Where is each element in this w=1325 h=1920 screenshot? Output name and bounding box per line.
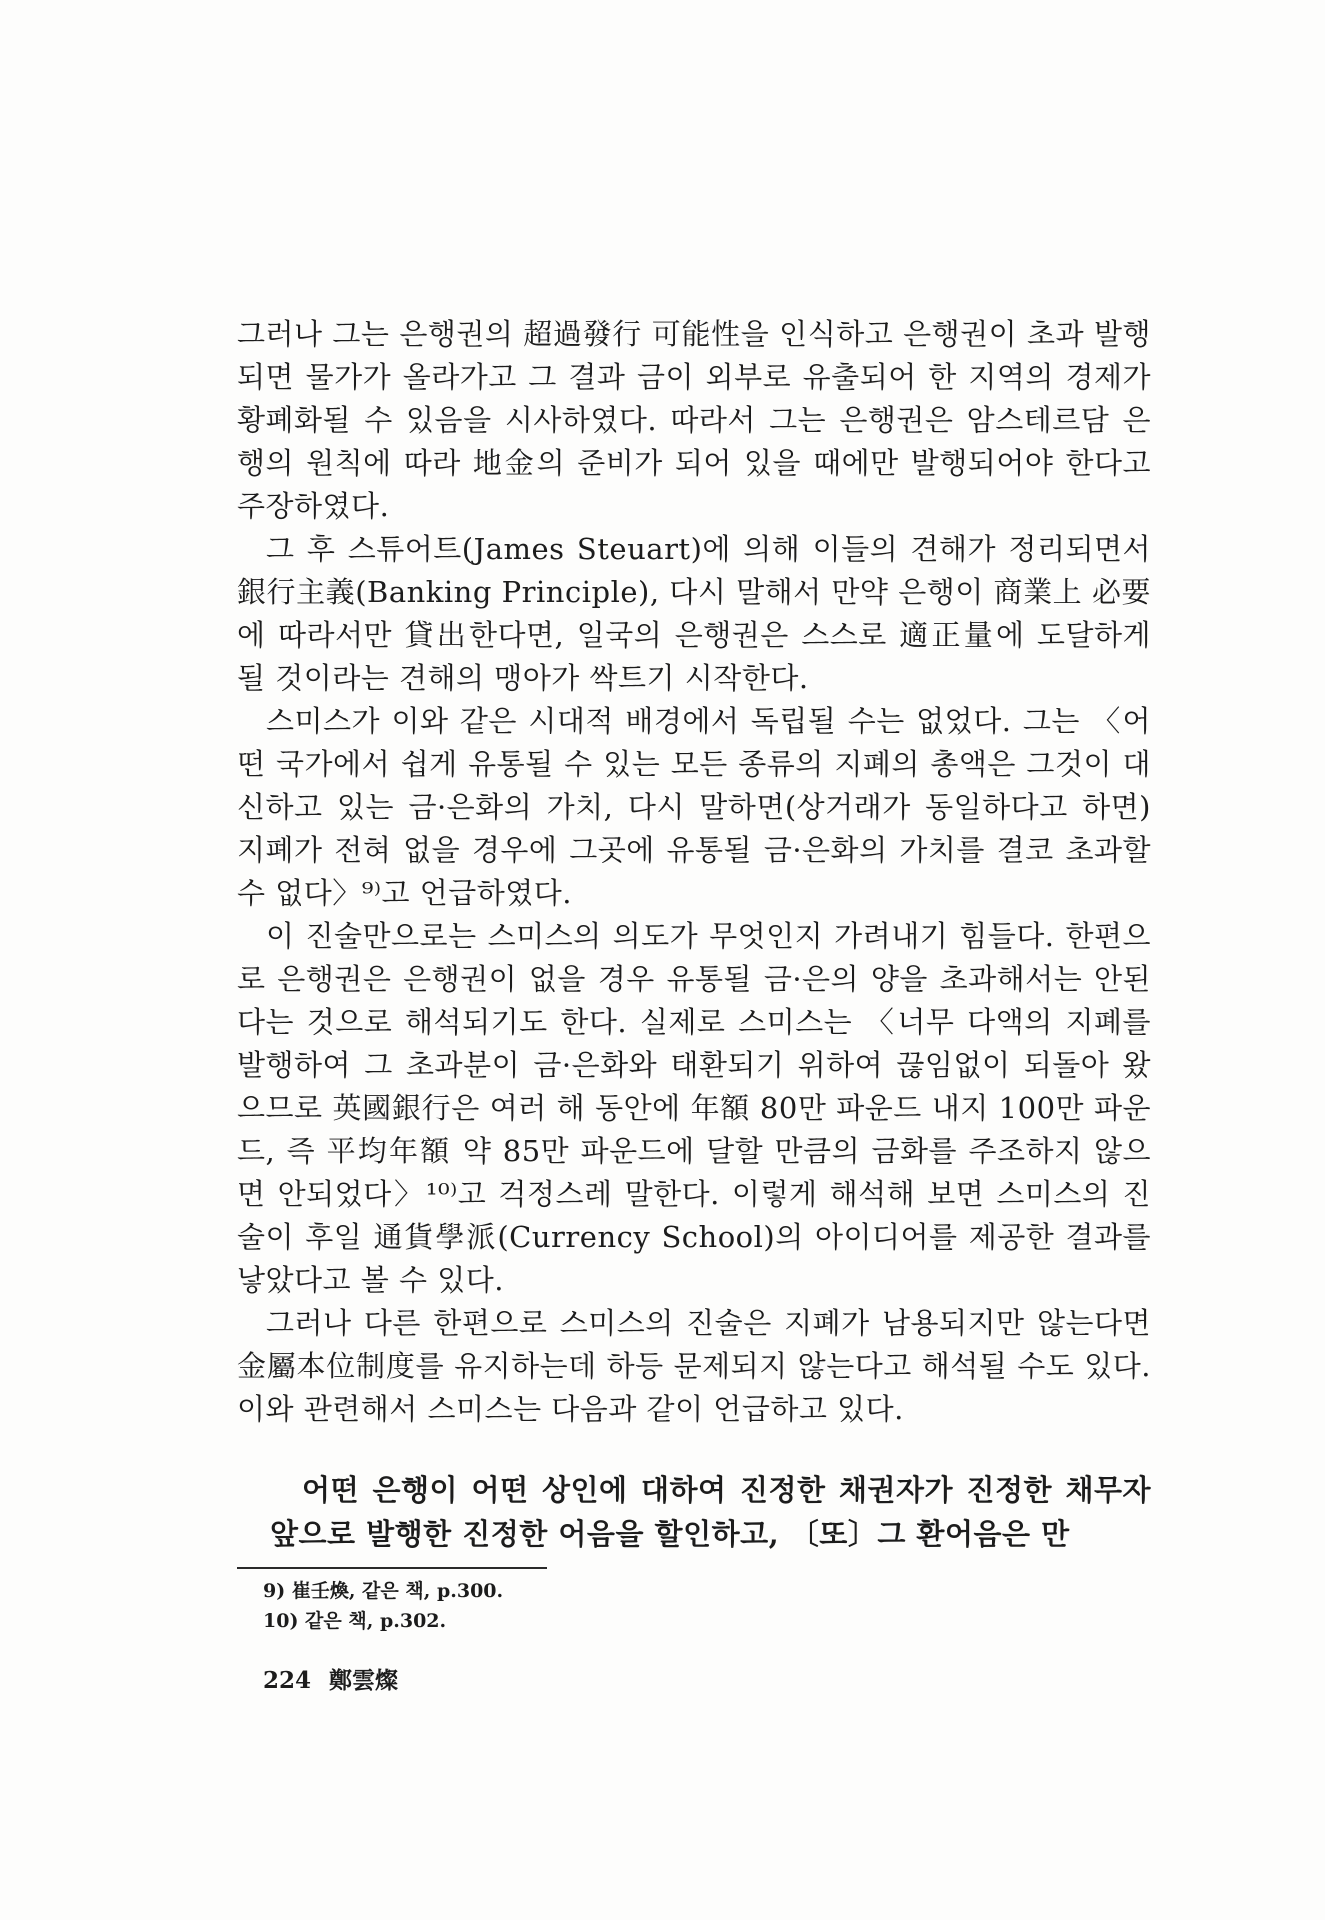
page-footer [263,1662,398,1695]
quote-text: 어떤 은행이 어떤 상인에 대하여 진정한 채권자가 진정한 채무자 앞으로 발행한 진정한 어음을 할인하고, 〔또〕그 환어음은 만 [270,1473,1151,1551]
footnotes [263,1576,503,1636]
body-text [237,313,1151,1431]
block-quote [270,1468,1151,1556]
paragraph-3: 스미스가 이와 같은 시대적 배경에서 독립될 수는 없었다. 그는 〈어떤 국가에서 쉽게 유통될 수 있는 모든 종류의 지폐의 총액은 그것이 대신하고 있는 금·은화의 가치, 다시 말하면(상거래가 동일하다고 하면) 지폐가 전혀 없을 경우에 그곳에 유통될 금·은화의 가치를 결코 초과할 수 없다〉⁹⁾고 언급하였다. [237,704,1151,910]
paragraph-2: 그 후 스튜어트(James Steuart)에 의해 이들의 견해가 정리되면서 銀行主義(Banking Principle), 다시 말해서 만약 은행이 商業上 必要에 따라서만 貸出한다면, 일국의 은행권은 스스로 適正量에 도달하게 될 것이라는 견해의 맹아가 싹트기 시작한다. [237,532,1151,695]
page-number: 224 [263,1667,312,1694]
paragraph-5: 그러나 다른 한편으로 스미스의 진술은 지폐가 남용되지만 않는다면 金屬本位制度를 유지하는데 하등 문제되지 않는다고 해석될 수도 있다. 이와 관련해서 스미스는 다음과 같이 언급하고 있다. [237,1306,1151,1426]
footnote-10: 10) 같은 책, p.302. [263,1610,447,1632]
footnote-divider [237,1567,547,1569]
paragraph-1: 그러나 그는 은행권의 超過發行 可能性을 인식하고 은행권이 초과 발행되면 물가가 올라가고 그 결과 금이 외부로 유출되어 한 지역의 경제가 황폐화될 수 있음을 시사하였다. 따라서 그는 은행권은 암스테르담 은행의 원칙에 따라 地金의 준비가 되어 있을 때에만 발행되어야 한다고 주장하였다. [237,317,1151,523]
footnote-9: 9) 崔壬煥, 같은 책, p.300. [263,1580,504,1602]
paragraph-4: 이 진술만으로는 스미스의 의도가 무엇인지 가려내기 힘들다. 한편으로 은행권은 은행권이 없을 경우 유통될 금·은의 양을 초과해서는 안된다는 것으로 해석되기도 한다. 실제로 스미스는 〈너무 다액의 지폐를 발행하여 그 초과분이 금·은화와 태환되기 위하여 끊임없이 되돌아 왔으므로 英國銀行은 여러 해 동안에 年額 80만 파운드 내지 100만 파운드, 즉 平均年額 약 85만 파운드에 달할 만큼의 금화를 주조하지 않으면 안되었다〉¹⁰⁾고 걱정스레 말한다. 이렇게 해석해 보면 스미스의 진술이 후일 通貨學派(Currency School)의 아이디어를 제공한 결과를 낳았다고 볼 수 있다. [237,919,1151,1297]
running-author: 鄭雲燦 [329,1667,399,1694]
